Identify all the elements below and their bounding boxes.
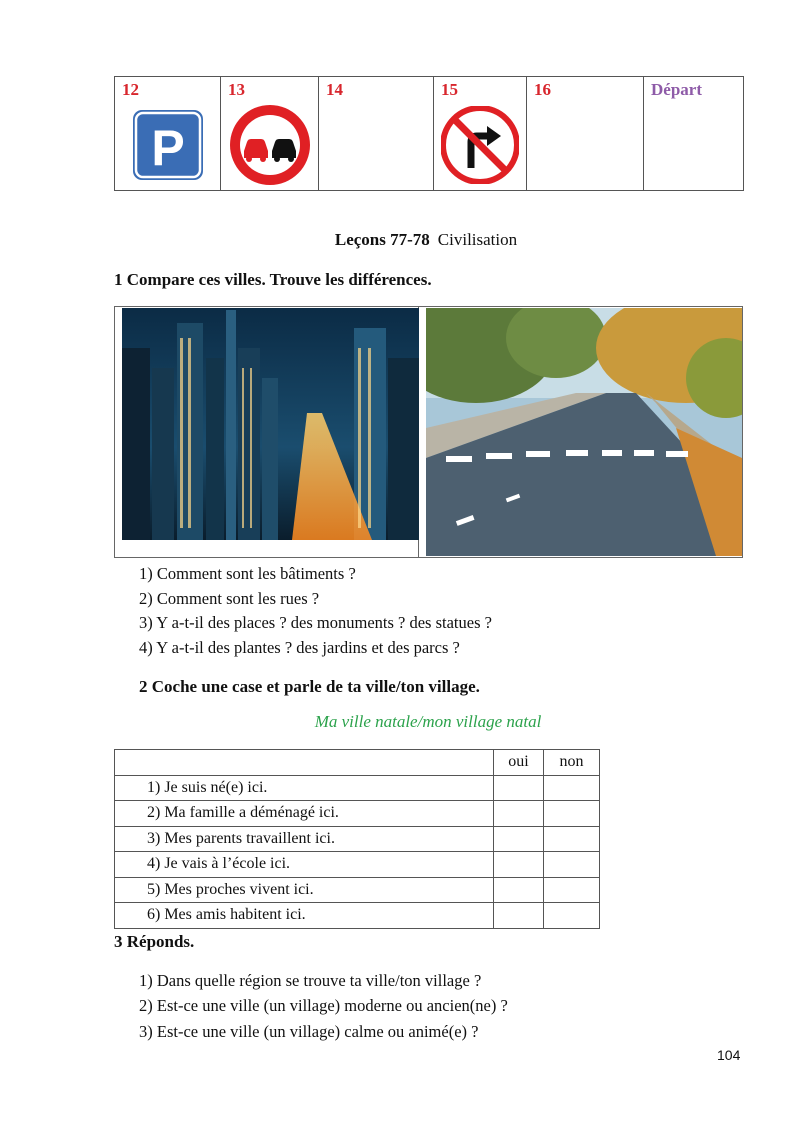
page-number: 104: [717, 1047, 741, 1063]
table-row: [115, 775, 600, 801]
ex1-question: 4) Y a-t-il des plantes ? des jardins et des parcs ?: [139, 638, 460, 657]
ex3-question: 1) Dans quelle région se trouve ta ville/ton village ?: [139, 971, 482, 990]
cell-number: 12: [122, 80, 139, 99]
signs-table: [114, 76, 744, 191]
cell-number: 14: [326, 80, 343, 99]
sign-cell-12: [115, 77, 221, 191]
oui-checkbox-cell[interactable]: [494, 826, 544, 852]
ex1-question: 1) Comment sont les bâtiments ?: [139, 564, 356, 583]
lesson-number: Leçons 77-78: [334, 230, 430, 249]
table-row: [115, 903, 600, 929]
oui-checkbox-cell[interactable]: [494, 852, 544, 878]
no-right-turn-sign-icon: [441, 106, 519, 184]
sign-cell-depart: [644, 77, 744, 191]
exercise-2-subtitle: Ma ville natale/mon village natal: [314, 712, 542, 731]
lesson-topic: Civilisation: [437, 230, 518, 249]
cell-number: 15: [441, 80, 458, 99]
non-checkbox-cell[interactable]: [544, 801, 600, 827]
ex1-question: 2) Comment sont les rues ?: [139, 589, 320, 608]
sign-cell-16: [527, 77, 644, 191]
table-row: [115, 852, 600, 878]
cell-number: 13: [228, 80, 245, 99]
lesson-title: [0, 230, 800, 250]
cell-number: 16: [534, 80, 551, 99]
sign-cell-13: [221, 77, 319, 191]
table-header-row: [115, 750, 600, 776]
non-checkbox-cell[interactable]: [544, 903, 600, 929]
non-checkbox-cell[interactable]: [544, 826, 600, 852]
exercise-2-heading: 2 Coche une case et parle de ta ville/ton village.: [139, 677, 480, 696]
ex3-question: 2) Est-ce une ville (un village) moderne ou ancien(ne) ?: [139, 996, 508, 1015]
table-row: [115, 801, 600, 827]
column-header-non: non: [544, 750, 600, 776]
sign-cell-14: [319, 77, 434, 191]
exercise-1-heading: 1 Compare ces villes. Trouve les différences.: [114, 270, 432, 289]
table-row: [115, 826, 600, 852]
non-checkbox-cell[interactable]: [544, 775, 600, 801]
svg-text:P: P: [150, 119, 185, 176]
row-statement: 6) Mes amis habitent ici.: [115, 903, 494, 929]
no-overtaking-sign-icon: [228, 103, 312, 187]
table-row: [115, 877, 600, 903]
row-statement: 4) Je vais à l’école ici.: [115, 852, 494, 878]
city-night-photo: [122, 308, 419, 540]
ex1-question: 3) Y a-t-il des places ? des monuments ? des statues ?: [139, 613, 492, 632]
oui-checkbox-cell[interactable]: [494, 903, 544, 929]
photo-comparison: [114, 306, 743, 558]
checkbox-table: [114, 749, 600, 929]
oui-checkbox-cell[interactable]: [494, 775, 544, 801]
row-statement: 1) Je suis né(e) ici.: [115, 775, 494, 801]
column-header-oui: oui: [494, 750, 544, 776]
non-checkbox-cell[interactable]: [544, 877, 600, 903]
row-statement: 5) Mes proches vivent ici.: [115, 877, 494, 903]
oui-checkbox-cell[interactable]: [494, 877, 544, 903]
row-statement: 3) Mes parents travaillent ici.: [115, 826, 494, 852]
exercise-3-heading: 3 Réponds.: [114, 932, 195, 951]
row-statement: 2) Ma famille a déménagé ici.: [115, 801, 494, 827]
non-checkbox-cell[interactable]: [544, 852, 600, 878]
sign-cell-15: [434, 77, 527, 191]
oui-checkbox-cell[interactable]: [494, 801, 544, 827]
country-road-photo: [426, 308, 742, 556]
parking-sign-icon: [131, 108, 205, 182]
depart-label: Départ: [651, 80, 702, 99]
ex3-question: 3) Est-ce une ville (un village) calme ou animé(e) ?: [139, 1022, 479, 1041]
